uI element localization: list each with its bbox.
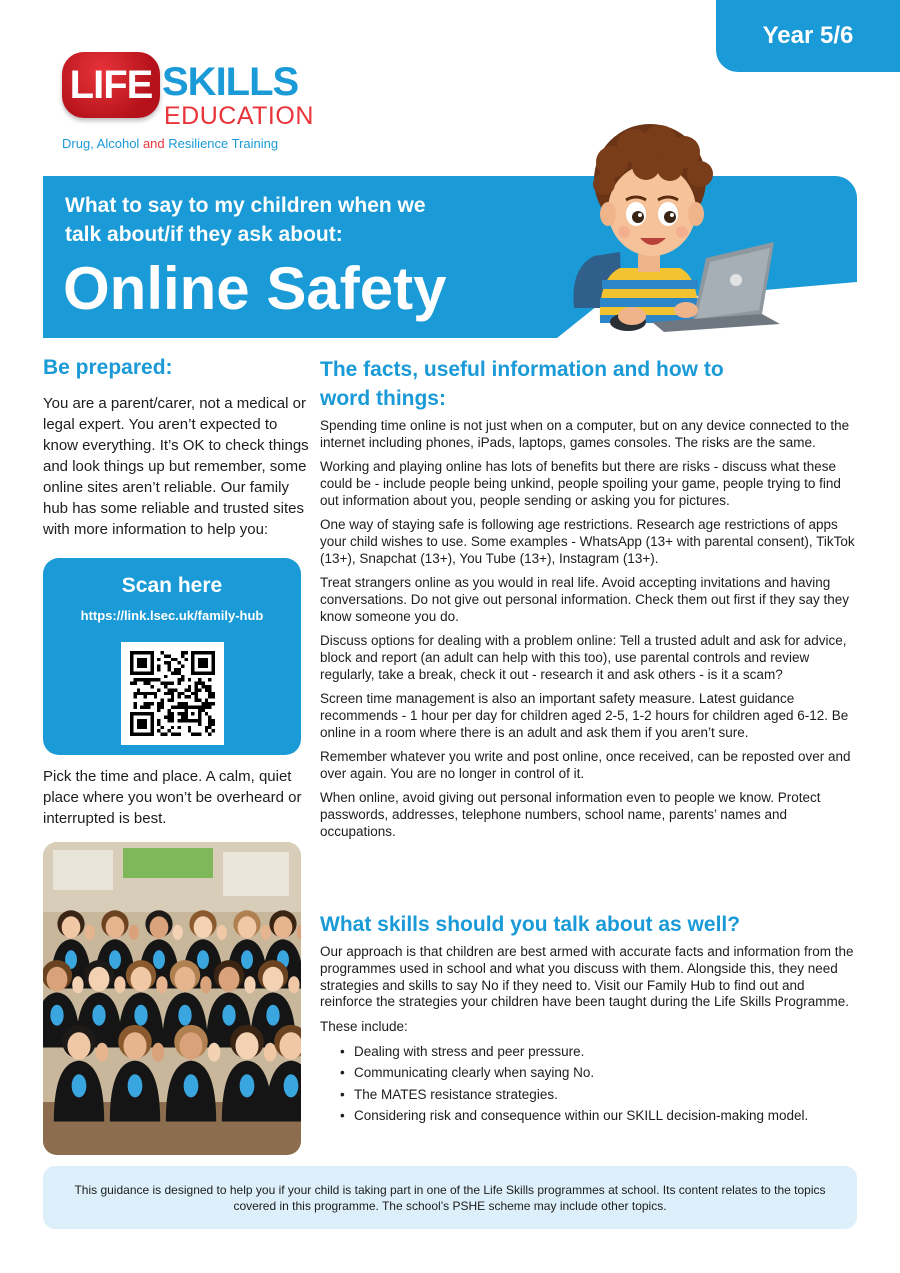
facts-paragraph: When online, avoid giving out personal information even to people we know. Protect passwords, addresses, telephone numbers, school name, parents’ names and occupations. — [320, 790, 821, 839]
be-prepared-heading: Be prepared: — [43, 356, 173, 379]
facts-paragraph: Remember whatever you write and post online, once received, can be reposted over and over again. You are no longer in control of it. — [320, 749, 851, 781]
logo-skills-text: SKILLS — [162, 60, 299, 104]
tagline-part-2: Resilience Training — [168, 136, 279, 151]
class-photo — [43, 842, 301, 1155]
list-item: • Considering risk and consequence within our SKILL decision-making model. — [354, 1108, 858, 1125]
facts-paragraph: Spending time online is not just when on a computer, but on any device connected to the internet including phones, iPads, laptops, games consoles. The risks are the same. — [320, 418, 850, 450]
facts-paragraph: Working and playing online has lots of benefits but there are risks - discuss what these could be - include people being unkind, people spoiling your game, people trying to find out information about you, people sending or asking you for pictures. — [320, 459, 841, 508]
scan-title: Scan here — [121, 574, 223, 597]
skills-list — [320, 1044, 858, 1125]
scan-box — [43, 558, 301, 755]
facts-paragraph: Discuss options for dealing with a problem online: Tell a trusted adult and ask for advice, block and report (an adult can help with this too), use parental controls and review regularly, take a break, check it out - research it and ask others - is it a scam? — [320, 633, 847, 682]
be-prepared-text: You are a parent/carer, not a medical or legal expert. You aren’t expected to know everything. It’s OK to check things and look things up but remember, some online sites aren’t reliable. Our family hub has some reliable and trusted sites with more information to help you: — [43, 395, 309, 538]
list-item: • Communicating clearly when saying No. — [354, 1065, 858, 1082]
skills-section — [320, 944, 858, 1129]
facts-section — [320, 418, 858, 848]
list-item: • Dealing with stress and peer pressure. — [354, 1044, 858, 1061]
these-include: These include: — [320, 1019, 408, 1035]
qr-code[interactable] — [121, 642, 224, 745]
facts-paragraph: One way of staying safe is following age restrictions. Research age restrictions of apps your child wishes to use. Some examples - WhatsApp (13+ with parental consent), TikTok (13+), Snapchat (13+), You Tube (13+), Instagram (13+). — [320, 517, 855, 566]
facts-heading: The facts, useful information and how to word things: — [320, 358, 724, 410]
banner-subtitle: What to say to my children when we talk about/if they ask about: — [65, 194, 426, 246]
pick-time-text: Pick the time and place. A calm, quiet place where you won’t be overheard or interrupted is best. — [43, 768, 302, 827]
logo-tagline — [62, 136, 278, 151]
logo-education-text: EDUCATION — [164, 102, 314, 130]
year-tab: Year 5/6 — [716, 0, 900, 72]
skills-intro: Our approach is that children are best armed with accurate facts and information from the programmes used in school and what you discuss with them. Alongside this, they need strategies and skills to say No if they need to. Visit our Family Hub to find out and reinforce the strategies your children have been taught during the Life Skills Programme. — [320, 944, 854, 1010]
life-skills-logo — [62, 52, 312, 156]
skills-heading: What skills should you talk about as well? — [320, 913, 741, 936]
footer-note: This guidance is designed to help you if your child is taking part in one of the Life Skills programmes at school. Its content relates to the topics covered in this programme. The school’s PSHE scheme may include other topics. — [43, 1166, 857, 1229]
family-hub-link[interactable]: https://link.lsec.uk/family-hub — [80, 608, 264, 623]
page-title: Online Safety — [63, 255, 447, 322]
tagline-part-1: Drug, Alcohol — [62, 136, 140, 151]
boy-with-laptop-illustration — [560, 118, 800, 340]
list-item: • The MATES resistance strategies. — [354, 1087, 858, 1104]
tagline-and: and — [142, 136, 165, 151]
logo-life-badge: LIFE — [62, 52, 160, 118]
facts-paragraph: Treat strangers online as you would in real life. Avoid accepting invitations and having conversations. Do not give out personal information. Check them out first if they say they know someone you do. — [320, 575, 850, 624]
facts-paragraph: Screen time management is also an important safety measure. Latest guidance recommends - 1 hour per day for children aged 2-5, 1-2 hours for children aged 6-12. Be online in a room where there is an adult and ask them if you aren’t sure. — [320, 691, 849, 740]
